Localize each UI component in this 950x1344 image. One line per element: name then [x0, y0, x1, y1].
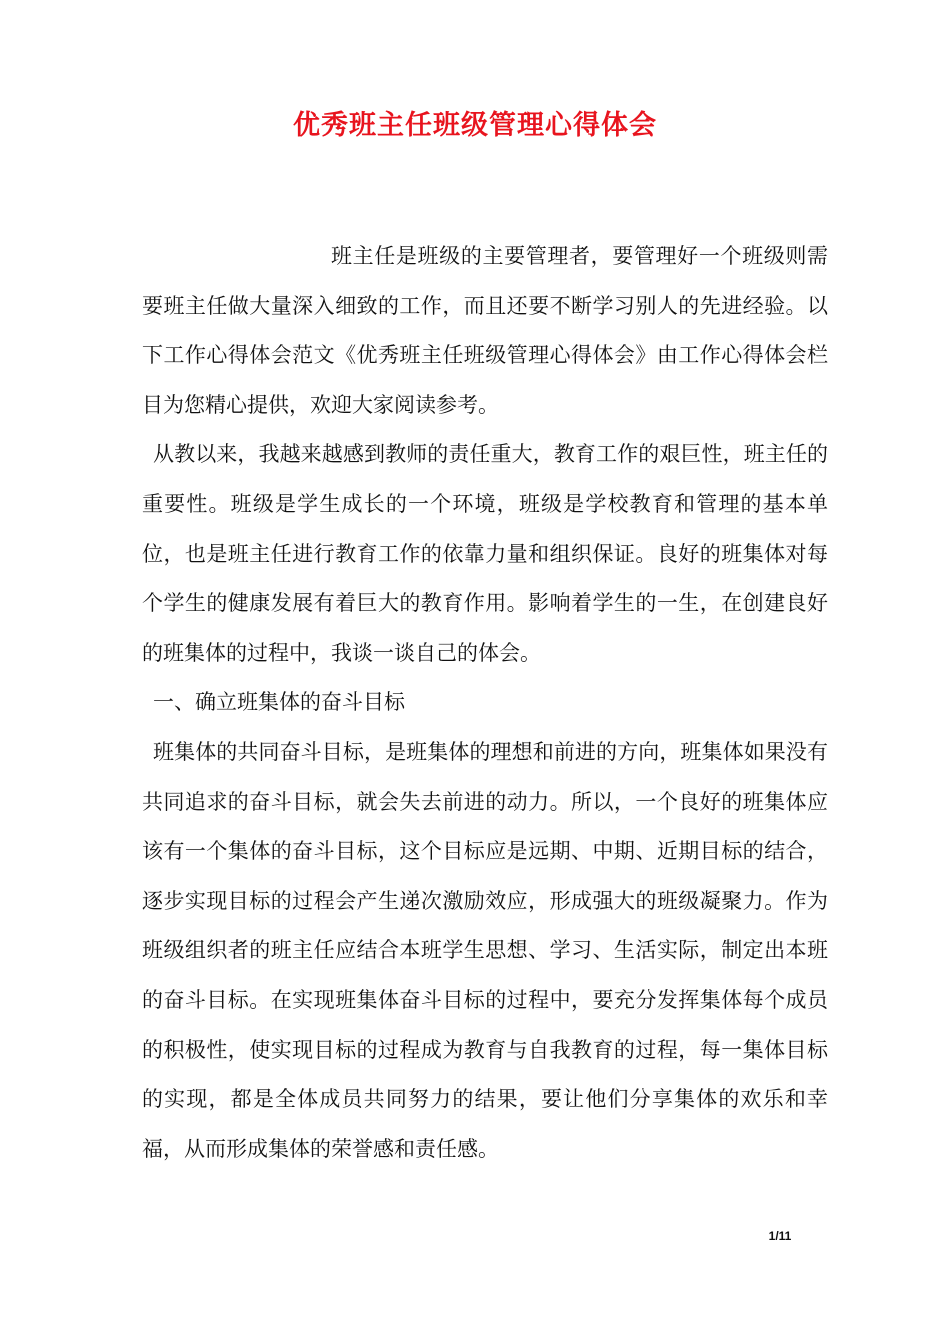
- body-paragraph: 班集体的共同奋斗目标，是班集体的理想和前进的方向，班集体如果没有共同追求的奋斗目标，就会失去前进的动力。所以，一个良好的班集体应该有一个集体的奋斗目标，这个目标应是远期、中期、近期目标的结合，逐步实现目标的过程会产生递次激励效应，形成强大的班级凝聚力。作为班级组织者的班主任应结合本班学生思想、学习、生活实际，制定出本班的奋斗目标。在实现班集体奋斗目标的过程中，要充分发挥集体每个成员的积极性，使实现目标的过程成为教育与自我教育的过程，每一集体目标的实现，都是全体成员共同努力的结果，要让他们分享集体的欢乐和幸福，从而形成集体的荣誉感和责任感。: [142, 739, 828, 1161]
- page-number: 1/11: [768, 1229, 792, 1243]
- document-title: 优秀班主任班级管理心得体会: [293, 110, 657, 141]
- body-paragraph: 从教以来，我越来越感到教师的责任重大，教育工作的艰巨性，班主任的重要性。班级是学生成长的一个环境，班级是学校教育和管理的基本单位，也是班主任进行教育工作的依靠力量和组织保证。良好的班集体对每个学生的健康发展有着巨大的教育作用。影响着学生的一生，在创建良好的班集体的过程中，我谈一谈自己的体会。: [142, 442, 828, 665]
- intro-paragraph: 班主任是班级的主要管理者，要管理好一个班级则需要班主任做大量深入细致的工作，而且还要不断学习别人的先进经验。以下工作心得体会范文《优秀班主任班级管理心得体会》由工作心得体会栏目为您精心提供，欢迎大家阅读参考。: [142, 244, 828, 417]
- document-body: [142, 232, 828, 1174]
- section-heading: 一、确立班集体的奋斗目标: [153, 690, 405, 715]
